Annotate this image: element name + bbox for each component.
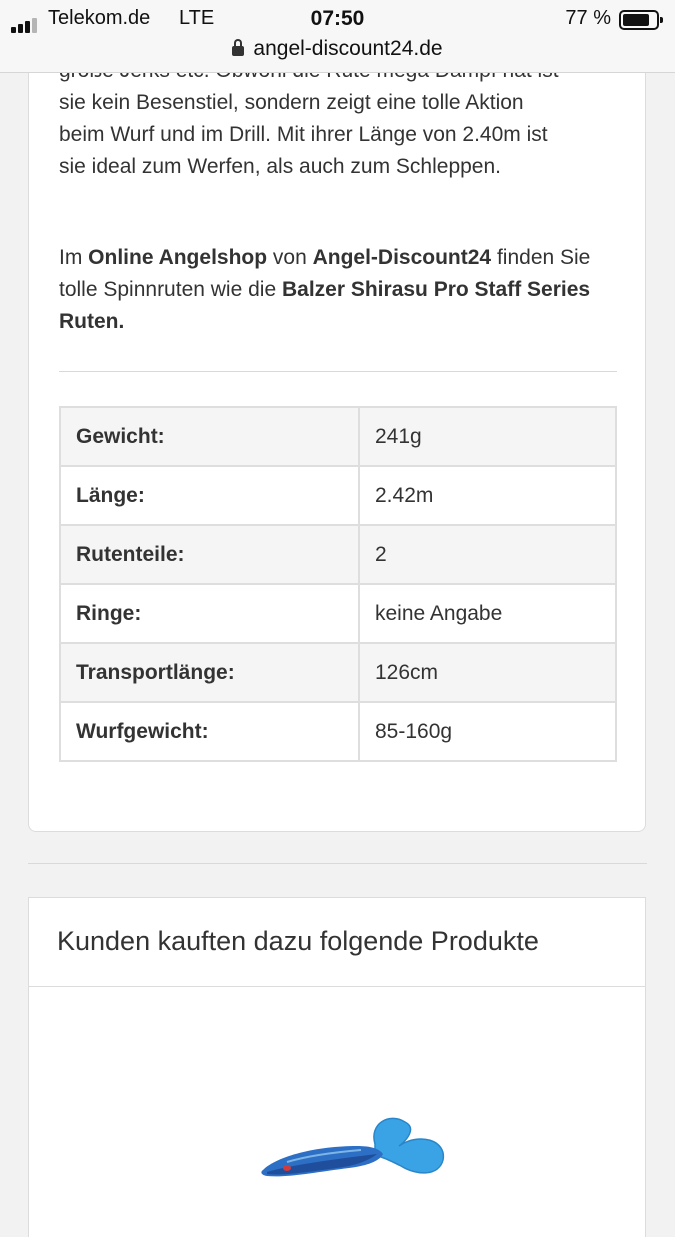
carrier-name: Telekom.de: [48, 7, 151, 29]
table-row: [60, 407, 616, 466]
table-row: [60, 525, 616, 584]
related-products-header: [29, 898, 645, 987]
product-series-bold: Balzer Shirasu Pro Staff Series Ruten.: [59, 278, 591, 333]
table-row: [60, 466, 616, 525]
clock: 07:50: [310, 7, 365, 30]
spec-label: Transportlänge:: [60, 643, 359, 702]
shop-paragraph: Im Online Angelshop von Angel-Discount24 finden Sie tolle Spinnruten wie die Balzer Shirasu Pro Staff Series Ruten.: [59, 246, 591, 333]
network-type: LTE: [179, 7, 215, 29]
spec-value: 126cm: [359, 643, 616, 702]
spec-value: 85-160g: [359, 702, 616, 761]
spec-label: Gewicht:: [60, 407, 359, 466]
description-line: sie kein Besenstiel, sondern zeigt eine tolle Aktion: [59, 91, 524, 114]
status-bar: [0, 0, 675, 73]
spec-label: Länge:: [60, 466, 359, 525]
table-row: [60, 643, 616, 702]
description-line: beim Wurf und im Drill. Mit ihrer Länge von 2.40m ist: [59, 123, 548, 146]
battery-icon: [619, 10, 659, 30]
description-line: sie ideal zum Werfen, als auch zum Schleppen.: [59, 155, 502, 178]
page-divider: [28, 863, 647, 864]
spec-value: 2: [359, 525, 616, 584]
address-bar[interactable]: [0, 37, 675, 61]
spec-label: Wurfgewicht:: [60, 702, 359, 761]
battery-percent: 77 %: [565, 7, 611, 29]
specs-table: [59, 406, 617, 762]
spec-label: Rutenteile:: [60, 525, 359, 584]
related-products-card: [28, 897, 646, 1237]
url-text: angel-discount24.de: [253, 37, 443, 60]
table-row: [60, 584, 616, 643]
spec-value: 241g: [359, 407, 616, 466]
spec-value: 2.42m: [359, 466, 616, 525]
battery-fill: [623, 14, 649, 26]
spec-value: keine Angabe: [359, 584, 616, 643]
spec-label: Ringe:: [60, 584, 359, 643]
table-row: [60, 702, 616, 761]
lock-icon: [232, 46, 244, 56]
section-divider: [59, 371, 617, 372]
shop-name-bold: Online Angelshop: [88, 246, 268, 269]
product-image-lure[interactable]: [257, 1106, 457, 1196]
product-description-card: [28, 20, 646, 832]
brand-name-bold: Angel-Discount24: [312, 246, 492, 269]
related-products-title: Kunden kauften dazu folgende Produkte: [57, 926, 539, 956]
